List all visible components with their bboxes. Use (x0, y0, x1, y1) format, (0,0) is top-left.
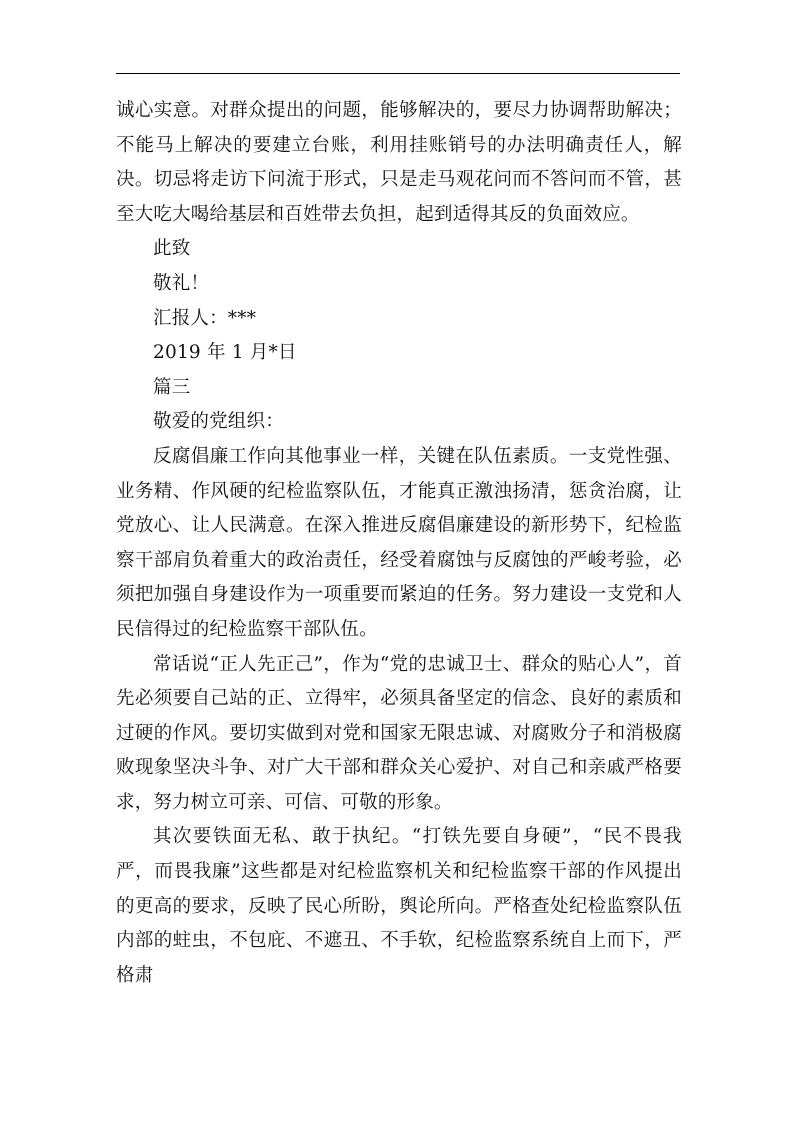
report-date: 2019 年 1 月*日 (153, 342, 297, 364)
reporter-signature: 汇报人：*** (153, 307, 257, 329)
closing-respect: 敬礼！ (153, 272, 210, 294)
section-heading: 篇三 (153, 376, 191, 398)
body-paragraph: 常话说“正人先正己”，作为“党的忠诚卫士、群众的贴心人”，首先必须要自己站的正、立得牢，必须具备坚定的信念、良好的素质和过硬的作风。要切实做到对党和国家无限忠诚、对腐败分子和消极腐败现象坚决斗争、对广大干部和群众关心爱护、对自己和亲戚严格要求，努力树立可亲、可信、可敬的形象。 (116, 653, 682, 813)
header-rule (116, 73, 680, 74)
closing-salutation: 此致 (153, 238, 191, 260)
body-paragraph: 反腐倡廉工作向其他事业一样，关键在队伍素质。一支党性强、业务精、作风硬的纪检监察队伍，才能真正激浊扬清，惩贪治腐，让党放心、让人民满意。在深入推进反腐倡廉建设的新形势下，纪检监察干部肩负着重大的政治责任，经受着腐蚀与反腐蚀的严峻考验，必须把加强自身建设作为一项重要而紧迫的任务。努力建设一支党和人民信得过的纪检监察干部队伍。 (116, 445, 682, 640)
body-paragraph: 其次要铁面无私、敢于执纪。“打铁先要自身硬”，“民不畏我严，而畏我廉”这些都是对纪检监察机关和纪检监察干部的作风提出的更高的要求，反映了民心所盼，舆论所向。严格查处纪检监察队伍内部的蛀虫，不包庇、不遮丑、不手软，纪检监察系统自上而下，严格肃 (116, 826, 682, 986)
document-body (116, 94, 682, 993)
paragraph-continuation: 诚心实意。对群众提出的问题，能够解决的，要尽力协调帮助解决；不能马上解决的要建立台账，利用挂账销号的办法明确责任人，解决。切忌将走访下问流于形式，只是走马观花问而不答问而不管，甚至大吃大喝给基层和百姓带去负担，起到适得其反的负面效应。 (116, 100, 682, 225)
letter-greeting: 敬爱的党组织： (153, 411, 284, 433)
